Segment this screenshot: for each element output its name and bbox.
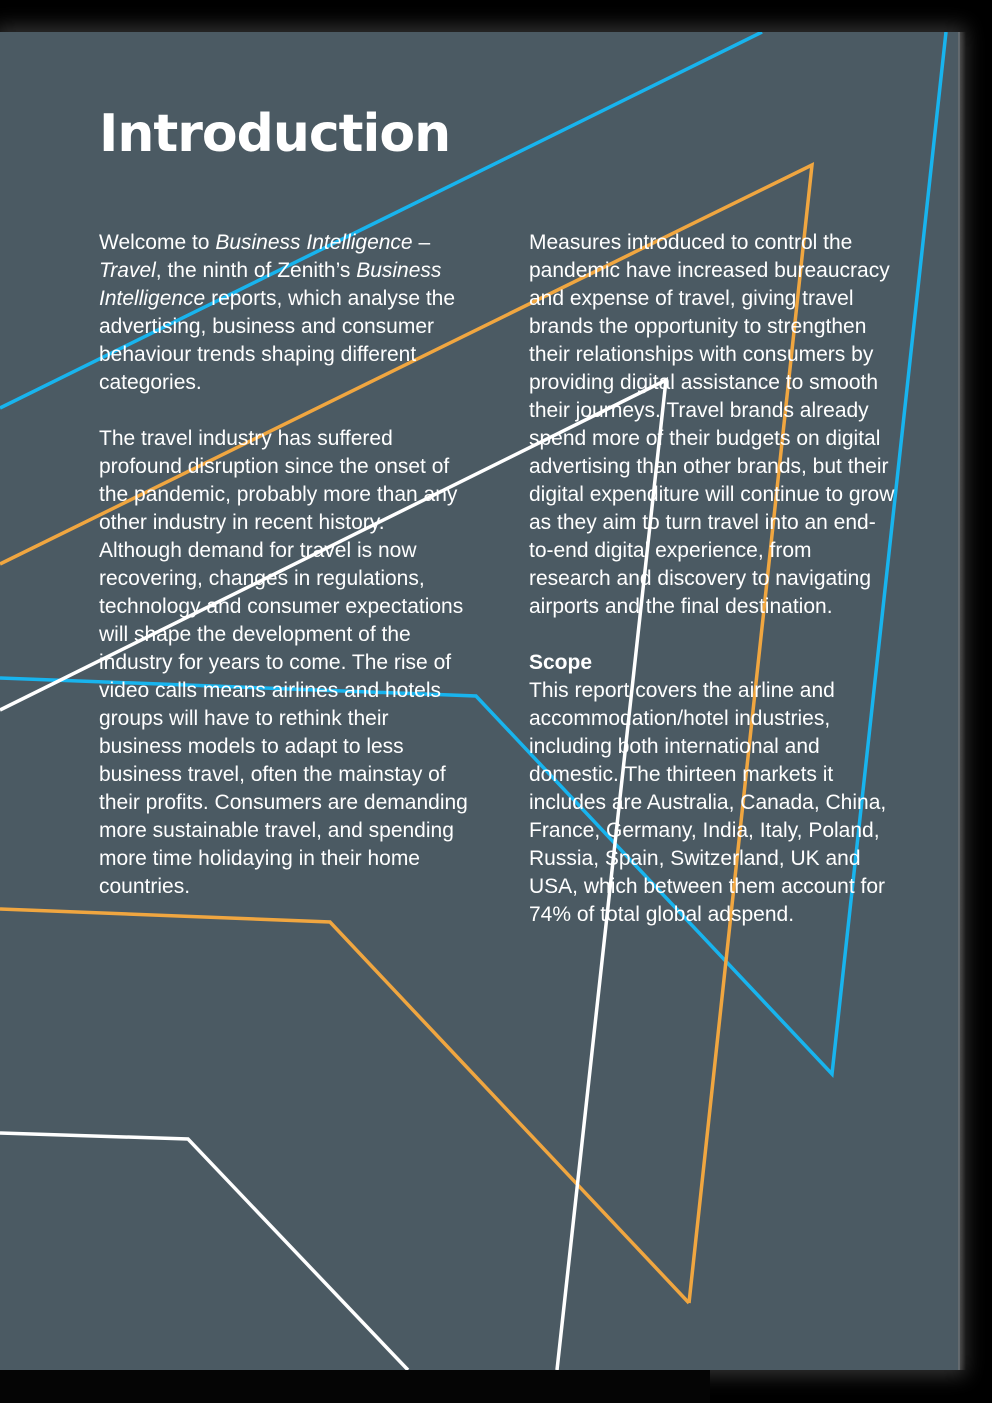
scope-paragraph: This report covers the airline and accommodation/hotel industries, including both international and domestic. The thirteen markets it includes are Australia, Canada, China, France, Germany, India, Italy, Poland, Russia, Spain, Switzerland, UK and USA, which between them account for 74% of total global adspend. (529, 679, 887, 926)
report-title-italic: Business Intelligence (215, 231, 413, 254)
intro-paragraph (99, 229, 471, 397)
right-column (529, 229, 897, 957)
scope-section (529, 649, 897, 929)
welcome-suffix: reports, which analyse the advertising, business and consumer behaviour trends shaping different categories. (99, 287, 456, 394)
bottom-shade (0, 1370, 710, 1403)
document-page (0, 32, 960, 1370)
left-column (99, 229, 471, 929)
industry-paragraph: The travel industry has suffered profound disruption since the onset of the pandemic, probably more than any other industry in recent history. Although demand for travel is now recovering, changes in regulations, technology and consumer expectations will shape the development of the industry for years to come. The rise of video calls means airlines and hotels groups will have to rethink their business models to adapt to less business travel, often the mainstay of their profits. Consumers are demanding more sustainable travel, and spending more time holidaying in their home countries. (99, 427, 468, 898)
measures-paragraph: Measures introduced to control the pandemic have increased bureaucracy and expense of travel, giving travel brands the opportunity to strengthen their relationships with consumers by providing digital assistance to smooth their journeys. Travel brands already spend more of their budgets on digital advertising than other brands, but their digital expenditure will continue to grow as they aim to turn travel into an end-to-end digital experience, from research and discovery to navigating airports and the final destination. (529, 231, 895, 618)
welcome-mid: , the ninth of Zenith’s (155, 259, 357, 282)
page-title: Introduction (99, 104, 451, 164)
welcome-prefix: Welcome to (99, 231, 216, 254)
page-edge-shadow (958, 32, 966, 1370)
scope-heading: Scope (529, 651, 593, 674)
series-title-italic: Business Intelligence (99, 259, 442, 310)
report-subtitle-italic: Travel (99, 259, 156, 282)
white-lower-line (0, 1133, 408, 1370)
title-dash: – (412, 231, 431, 254)
